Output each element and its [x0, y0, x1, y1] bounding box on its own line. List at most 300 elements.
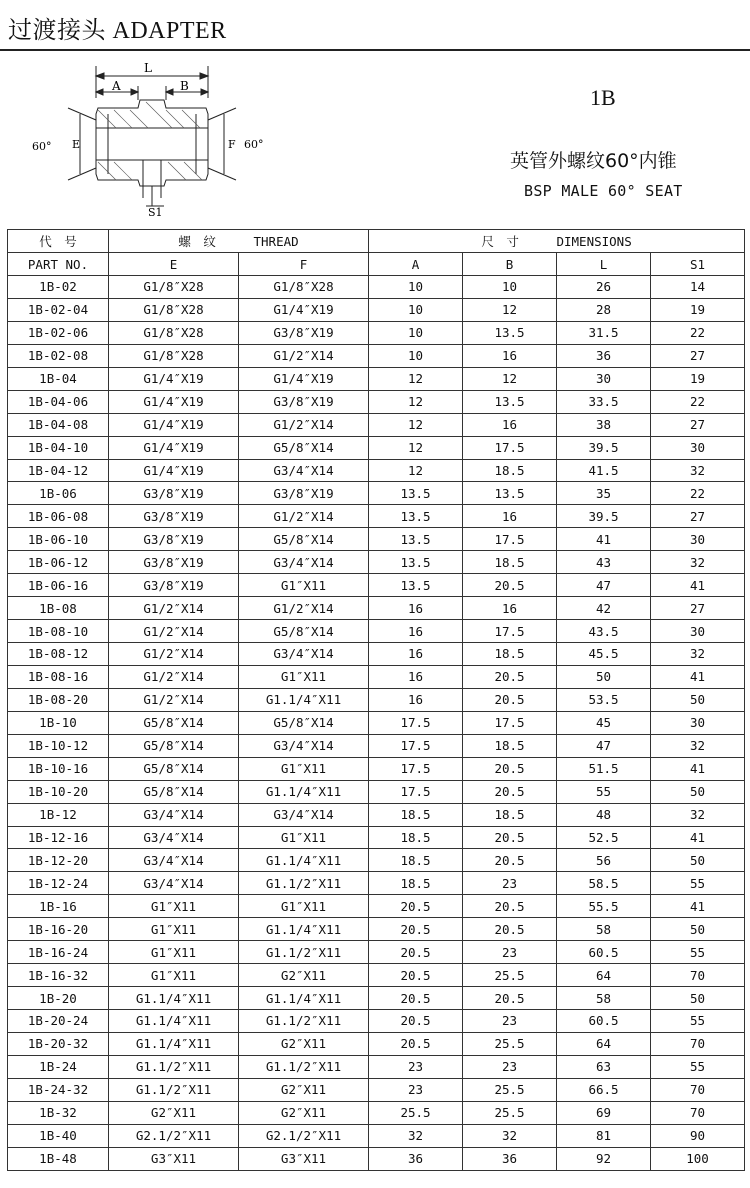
table-cell: G1/2″X14 — [109, 643, 239, 666]
table-cell: 45 — [557, 711, 651, 734]
table-cell: 10 — [369, 298, 463, 321]
table-cell: 50 — [651, 987, 745, 1010]
table-row — [8, 1055, 745, 1078]
table-cell: G1/2″X14 — [239, 505, 369, 528]
table-cell: G1.1/4″X11 — [239, 918, 369, 941]
col-header: L — [557, 253, 651, 276]
table-cell: G2.1/2″X11 — [109, 1124, 239, 1147]
table-cell: 23 — [463, 1010, 557, 1033]
table-cell: 30 — [651, 620, 745, 643]
table-cell: 27 — [651, 505, 745, 528]
table-cell: G5/8″X14 — [109, 780, 239, 803]
table-row — [8, 1032, 745, 1055]
table-cell: 43.5 — [557, 620, 651, 643]
table-cell: 10 — [369, 276, 463, 299]
table-cell: 1B-06-10 — [8, 528, 109, 551]
table-cell: G1″X11 — [109, 895, 239, 918]
table-cell: 33.5 — [557, 390, 651, 413]
table-cell: G3/8″X19 — [109, 551, 239, 574]
table-cell: 1B-48 — [8, 1147, 109, 1170]
table-cell: G1/8″X28 — [109, 298, 239, 321]
table-row — [8, 620, 745, 643]
table-cell: G3/8″X19 — [109, 482, 239, 505]
table-cell: 10 — [463, 276, 557, 299]
table-cell: 55 — [557, 780, 651, 803]
table-row — [8, 344, 745, 367]
table-cell: 13.5 — [463, 482, 557, 505]
table-cell: G3″X11 — [109, 1147, 239, 1170]
table-cell: G1.1/4″X11 — [109, 1032, 239, 1055]
table-cell: 50 — [651, 688, 745, 711]
table-cell: 41 — [651, 574, 745, 597]
table-cell: 1B-06 — [8, 482, 109, 505]
table-cell: 20.5 — [463, 987, 557, 1010]
table-cell: 48 — [557, 803, 651, 826]
table-cell: 16 — [369, 665, 463, 688]
table-row — [8, 298, 745, 321]
table-cell: 13.5 — [369, 505, 463, 528]
table-cell: G1/4″X19 — [239, 367, 369, 390]
table-row — [8, 964, 745, 987]
table-cell: G1.1/4″X11 — [239, 987, 369, 1010]
table-row — [8, 665, 745, 688]
table-cell: 23 — [463, 941, 557, 964]
table-cell: G1″X11 — [109, 941, 239, 964]
table-cell: 50 — [651, 849, 745, 872]
table-row — [8, 1010, 745, 1033]
table-cell: 1B-32 — [8, 1101, 109, 1124]
table-cell: 20.5 — [369, 918, 463, 941]
table-row — [8, 757, 745, 780]
table-cell: 23 — [369, 1055, 463, 1078]
table-cell: 70 — [651, 1032, 745, 1055]
dim-b-label: B — [180, 79, 189, 93]
table-cell: 13.5 — [369, 551, 463, 574]
table-row — [8, 872, 745, 895]
table-cell: 1B-04-10 — [8, 436, 109, 459]
table-cell: 10 — [369, 344, 463, 367]
table-cell: G3/4″X14 — [109, 872, 239, 895]
table-cell: G1.1/4″X11 — [109, 987, 239, 1010]
product-code: 1B — [590, 85, 616, 110]
table-cell: 25.5 — [463, 1078, 557, 1101]
table-cell: G1/2″X14 — [109, 620, 239, 643]
table-cell: G5/8″X14 — [239, 528, 369, 551]
table-cell: 18.5 — [463, 459, 557, 482]
table-cell: 12 — [369, 413, 463, 436]
table-cell: G1.1/4″X11 — [239, 780, 369, 803]
dim-e-label: E — [72, 138, 81, 151]
header-row-1 — [8, 230, 745, 253]
table-cell: 28 — [557, 298, 651, 321]
header-code: 代 号 — [8, 230, 109, 253]
table-cell: 30 — [651, 436, 745, 459]
table-cell: 1B-24 — [8, 1055, 109, 1078]
table-cell: 1B-12-20 — [8, 849, 109, 872]
table-cell: G1″X11 — [239, 895, 369, 918]
table-row — [8, 436, 745, 459]
table-cell: 55 — [651, 872, 745, 895]
col-header: E — [109, 253, 239, 276]
table-cell: 1B-04 — [8, 367, 109, 390]
table-cell: G1/2″X14 — [239, 597, 369, 620]
table-cell: G1″X11 — [109, 918, 239, 941]
table-cell: 27 — [651, 597, 745, 620]
dim-s1-label: S1 — [148, 206, 163, 218]
product-description-en: BSP MALE 60° SEAT — [524, 182, 683, 200]
table-cell: 12 — [463, 298, 557, 321]
table-cell: 64 — [557, 1032, 651, 1055]
table-cell: 1B-02 — [8, 276, 109, 299]
table-cell: 26 — [557, 276, 651, 299]
table-cell: 53.5 — [557, 688, 651, 711]
table-cell: 32 — [651, 459, 745, 482]
table-cell: 16 — [463, 344, 557, 367]
table-cell: 20.5 — [369, 895, 463, 918]
table-cell: 22 — [651, 321, 745, 344]
table-cell: 18.5 — [369, 872, 463, 895]
table-cell: 1B-20 — [8, 987, 109, 1010]
table-cell: 20.5 — [463, 849, 557, 872]
dim-f-label: F — [228, 138, 236, 151]
header-thread: 螺 纹 THREAD — [109, 230, 369, 253]
table-cell: G1/8″X28 — [239, 276, 369, 299]
table-cell: 1B-16 — [8, 895, 109, 918]
table-cell: 45.5 — [557, 643, 651, 666]
table-cell: 41 — [557, 528, 651, 551]
table-cell: 1B-08-12 — [8, 643, 109, 666]
table-cell: 20.5 — [463, 665, 557, 688]
table-cell: 36 — [369, 1147, 463, 1170]
table-cell: 30 — [651, 711, 745, 734]
table-cell: 19 — [651, 367, 745, 390]
table-cell: G5/8″X14 — [239, 620, 369, 643]
table-cell: 63 — [557, 1055, 651, 1078]
table-cell: 66.5 — [557, 1078, 651, 1101]
table-cell: G1.1/4″X11 — [109, 1010, 239, 1033]
table-cell: 10 — [369, 321, 463, 344]
table-cell: 12 — [369, 367, 463, 390]
table-row — [8, 711, 745, 734]
table-cell: 43 — [557, 551, 651, 574]
table-cell: 1B-02-06 — [8, 321, 109, 344]
dim-l-label: L — [144, 61, 152, 75]
table-cell: 32 — [651, 643, 745, 666]
table-cell: 1B-16-24 — [8, 941, 109, 964]
table-cell: G1.1/2″X11 — [239, 872, 369, 895]
table-cell: G1/8″X28 — [109, 344, 239, 367]
table-cell: G3/8″X19 — [109, 528, 239, 551]
col-header: PART NO. — [8, 253, 109, 276]
table-cell: G1″X11 — [239, 757, 369, 780]
table-cell: 18.5 — [369, 849, 463, 872]
table-cell: 1B-08-20 — [8, 688, 109, 711]
table-cell: 16 — [369, 643, 463, 666]
table-cell: 1B-06-08 — [8, 505, 109, 528]
table-cell: 39.5 — [557, 505, 651, 528]
table-cell: G1.1/4″X11 — [239, 849, 369, 872]
table-row — [8, 643, 745, 666]
table-cell: 50 — [651, 918, 745, 941]
table-cell: 17.5 — [463, 711, 557, 734]
table-cell: 20.5 — [463, 574, 557, 597]
table-cell: 20.5 — [369, 1010, 463, 1033]
table-cell: 50 — [557, 665, 651, 688]
table-cell: G3/8″X19 — [239, 482, 369, 505]
table-cell: G3/4″X14 — [109, 849, 239, 872]
table-cell: 58.5 — [557, 872, 651, 895]
table-cell: 16 — [369, 688, 463, 711]
table-cell: 1B-16-20 — [8, 918, 109, 941]
table-row — [8, 459, 745, 482]
table-cell: 64 — [557, 964, 651, 987]
table-cell: 17.5 — [369, 711, 463, 734]
table-cell: 58 — [557, 987, 651, 1010]
table-cell: G2″X11 — [239, 964, 369, 987]
col-header: S1 — [651, 253, 745, 276]
table-cell: 70 — [651, 964, 745, 987]
table-row — [8, 390, 745, 413]
table-cell: 22 — [651, 390, 745, 413]
table-cell: 31.5 — [557, 321, 651, 344]
table-cell: 1B-08 — [8, 597, 109, 620]
table-cell: 23 — [463, 1055, 557, 1078]
table-cell: G5/8″X14 — [109, 734, 239, 757]
table-cell: 47 — [557, 734, 651, 757]
table-cell: 38 — [557, 413, 651, 436]
table-cell: 55 — [651, 941, 745, 964]
table-cell: G1″X11 — [109, 964, 239, 987]
table-cell: 1B-10-16 — [8, 757, 109, 780]
page-title: 过渡接头 ADAPTER — [8, 18, 227, 44]
table-cell: 1B-12-16 — [8, 826, 109, 849]
table-cell: 30 — [651, 528, 745, 551]
table-cell: 69 — [557, 1101, 651, 1124]
header-dimensions: 尺 寸 DIMENSIONS — [369, 230, 745, 253]
table-cell: G1/2″X14 — [239, 344, 369, 367]
table-cell: 17.5 — [463, 436, 557, 459]
table-cell: 1B-06-12 — [8, 551, 109, 574]
table-cell: 27 — [651, 344, 745, 367]
table-row — [8, 276, 745, 299]
table-cell: G5/8″X14 — [239, 436, 369, 459]
table-cell: G1/4″X19 — [109, 459, 239, 482]
dim-a-label: A — [112, 79, 121, 93]
table-cell: G1/2″X14 — [109, 665, 239, 688]
table-cell: 1B-02-08 — [8, 344, 109, 367]
table-row — [8, 413, 745, 436]
table-cell: 1B-20-32 — [8, 1032, 109, 1055]
table-cell: G3/8″X19 — [109, 505, 239, 528]
table-cell: G1/4″X19 — [239, 298, 369, 321]
table-cell: 25.5 — [463, 1101, 557, 1124]
table-cell: 13.5 — [369, 574, 463, 597]
table-cell: 20.5 — [463, 757, 557, 780]
table-cell: 14 — [651, 276, 745, 299]
table-cell: G1″X11 — [239, 665, 369, 688]
table-row — [8, 688, 745, 711]
table-cell: 1B-12 — [8, 803, 109, 826]
table-cell: 13.5 — [463, 321, 557, 344]
table-cell: G3/4″X14 — [239, 459, 369, 482]
table-cell: G1/4″X19 — [109, 413, 239, 436]
table-row — [8, 367, 745, 390]
table-cell: 70 — [651, 1078, 745, 1101]
table-cell: 81 — [557, 1124, 651, 1147]
product-description-cn: 英管外螺纹60°内锥 — [510, 150, 677, 172]
table-cell: G1.1/2″X11 — [239, 941, 369, 964]
table-cell: G1/8″X28 — [109, 276, 239, 299]
table-cell: 1B-02-04 — [8, 298, 109, 321]
table-cell: 17.5 — [369, 780, 463, 803]
table-cell: 22 — [651, 482, 745, 505]
angle-left-label: 60° — [32, 140, 52, 153]
table-cell: 17.5 — [463, 528, 557, 551]
table-row — [8, 1124, 745, 1147]
table-row — [8, 803, 745, 826]
table-cell: 52.5 — [557, 826, 651, 849]
table-cell: 20.5 — [463, 688, 557, 711]
table-cell: 25.5 — [369, 1101, 463, 1124]
title-divider — [0, 49, 750, 51]
table-row — [8, 482, 745, 505]
table-cell: 41 — [651, 757, 745, 780]
table-cell: 20.5 — [463, 895, 557, 918]
table-cell: 18.5 — [463, 643, 557, 666]
col-header: A — [369, 253, 463, 276]
table-cell: 41 — [651, 665, 745, 688]
table-cell: G2″X11 — [109, 1101, 239, 1124]
table-cell: 100 — [651, 1147, 745, 1170]
table-cell: 20.5 — [369, 987, 463, 1010]
table-cell: 1B-12-24 — [8, 872, 109, 895]
table-cell: 1B-10-12 — [8, 734, 109, 757]
table-cell: 27 — [651, 413, 745, 436]
table-cell: 32 — [369, 1124, 463, 1147]
table-cell: G1/2″X14 — [109, 597, 239, 620]
table-cell: 58 — [557, 918, 651, 941]
table-cell: 1B-08-10 — [8, 620, 109, 643]
table-cell: 17.5 — [463, 620, 557, 643]
table-row — [8, 918, 745, 941]
table-cell: 56 — [557, 849, 651, 872]
table-row — [8, 941, 745, 964]
table-cell: G1.1/2″X11 — [239, 1055, 369, 1078]
table-cell: 32 — [463, 1124, 557, 1147]
table-cell: 41 — [651, 895, 745, 918]
table-cell: G1/4″X19 — [109, 390, 239, 413]
table-cell: 16 — [463, 505, 557, 528]
table-cell: 47 — [557, 574, 651, 597]
table-cell: 36 — [557, 344, 651, 367]
col-header: B — [463, 253, 557, 276]
table-cell: 60.5 — [557, 941, 651, 964]
table-cell: G1.1/4″X11 — [239, 688, 369, 711]
table-cell: 17.5 — [369, 757, 463, 780]
table-cell: 32 — [651, 734, 745, 757]
table-row — [8, 1078, 745, 1101]
table-cell: G1/4″X19 — [109, 436, 239, 459]
table-cell: 12 — [369, 459, 463, 482]
table-cell: G5/8″X14 — [239, 711, 369, 734]
table-cell: 30 — [557, 367, 651, 390]
table-cell: G3/4″X14 — [239, 734, 369, 757]
table-cell: G2″X11 — [239, 1078, 369, 1101]
adapter-drawing — [28, 58, 308, 218]
table-cell: 12 — [369, 436, 463, 459]
table-cell: G5/8″X14 — [109, 711, 239, 734]
table-cell: 50 — [651, 780, 745, 803]
table-cell: 1B-20-24 — [8, 1010, 109, 1033]
table-cell: G1/2″X14 — [109, 688, 239, 711]
table-cell: 20.5 — [369, 1032, 463, 1055]
table-cell: G3/4″X14 — [239, 643, 369, 666]
table-cell: 20.5 — [463, 918, 557, 941]
table-cell: 19 — [651, 298, 745, 321]
table-cell: 16 — [463, 597, 557, 620]
table-cell: 20.5 — [463, 780, 557, 803]
table-cell: 1B-10 — [8, 711, 109, 734]
table-cell: G1/4″X19 — [109, 367, 239, 390]
table-row — [8, 780, 745, 803]
table-cell: 23 — [369, 1078, 463, 1101]
table-cell: 90 — [651, 1124, 745, 1147]
table-cell: 13.5 — [369, 528, 463, 551]
table-cell: 51.5 — [557, 757, 651, 780]
table-cell: G2″X11 — [239, 1032, 369, 1055]
header-row-2 — [8, 253, 745, 276]
table-cell: 12 — [463, 367, 557, 390]
table-cell: 25.5 — [463, 964, 557, 987]
table-cell: 18.5 — [369, 803, 463, 826]
table-cell: 16 — [369, 620, 463, 643]
table-cell: 39.5 — [557, 436, 651, 459]
table-cell: G5/8″X14 — [109, 757, 239, 780]
table-cell: 1B-04-12 — [8, 459, 109, 482]
table-cell: 1B-10-20 — [8, 780, 109, 803]
table-cell: G1.1/2″X11 — [109, 1078, 239, 1101]
table-cell: G3/4″X14 — [109, 826, 239, 849]
table-cell: 70 — [651, 1101, 745, 1124]
table-cell: 32 — [651, 551, 745, 574]
table-row — [8, 321, 745, 344]
table-cell: 1B-04-08 — [8, 413, 109, 436]
table-cell: 18.5 — [463, 803, 557, 826]
table-cell: G1/8″X28 — [109, 321, 239, 344]
table-cell: G3″X11 — [239, 1147, 369, 1170]
table-row — [8, 987, 745, 1010]
table-row — [8, 551, 745, 574]
col-header: F — [239, 253, 369, 276]
table-row — [8, 826, 745, 849]
table-cell: 41 — [651, 826, 745, 849]
table-row — [8, 734, 745, 757]
table-cell: 18.5 — [463, 734, 557, 757]
table-cell: G3/4″X14 — [239, 551, 369, 574]
table-cell: G3/8″X19 — [239, 390, 369, 413]
table-cell: 92 — [557, 1147, 651, 1170]
table-cell: 16 — [369, 597, 463, 620]
table-row — [8, 505, 745, 528]
table-cell: G3/8″X19 — [109, 574, 239, 597]
table-cell: 13.5 — [463, 390, 557, 413]
table-cell: G3/8″X19 — [239, 321, 369, 344]
table-cell: G2″X11 — [239, 1101, 369, 1124]
table-cell: 36 — [463, 1147, 557, 1170]
table-cell: 1B-40 — [8, 1124, 109, 1147]
table-cell: 1B-08-16 — [8, 665, 109, 688]
table-cell: 18.5 — [463, 551, 557, 574]
